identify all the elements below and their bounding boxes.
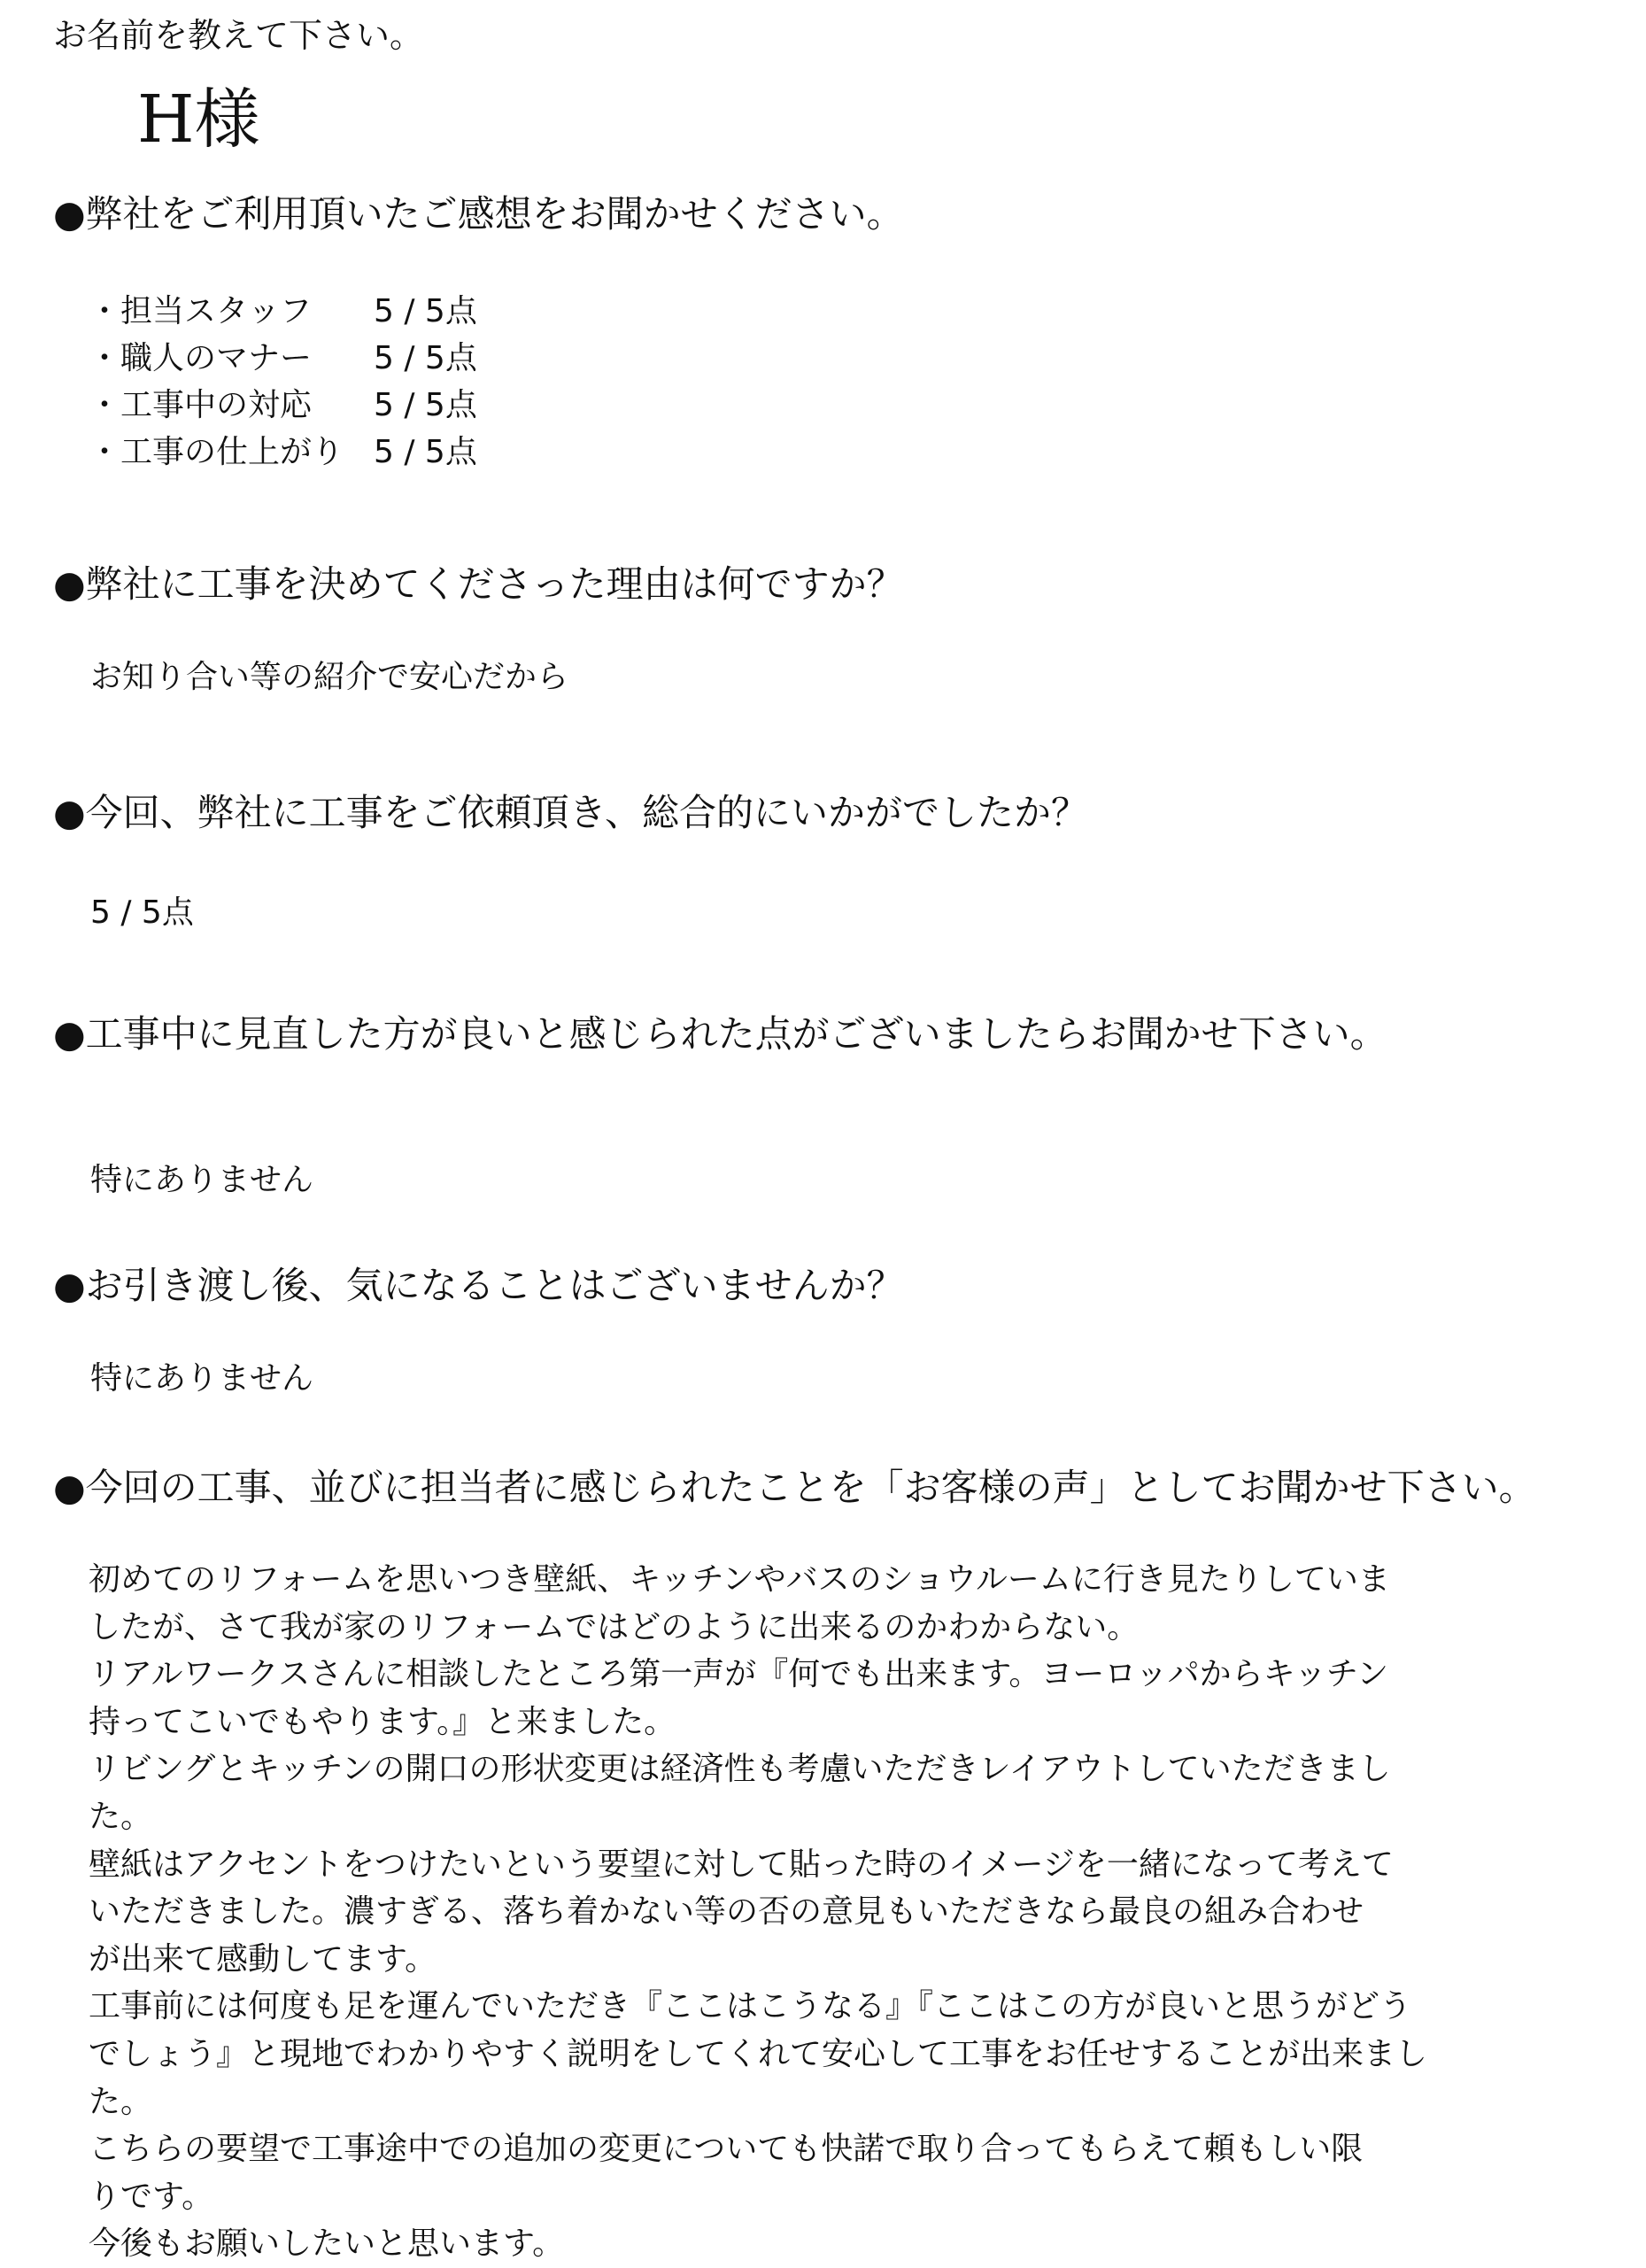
question-customer-voice: ●今回の工事、並びに担当者に感じられたことを「お客様の声」としてお聞かせ下さい。 [53,1466,1536,1509]
rating-row-handling [89,379,477,426]
rating-score: 5 / 5点 [374,434,477,470]
ratings-list [89,285,477,473]
question-reason: ●弊社に工事を決めてくださった理由は何ですか？ [53,562,904,606]
answer-reason: お知り合い等の紹介で安心だから [90,659,569,695]
answer-improvements: 特にありません [90,1162,314,1198]
rating-label: ・職人のマナー [89,340,313,376]
answer-after-handover: 特にありません [90,1360,314,1397]
voice-line: 初めてのリフォームを思いつき壁紙、キッチンやバスのショウルームに行き見たりしていま [89,1561,1390,1598]
voice-line: こちらの要望で工事途中での追加の変更についても快諾で取り合ってもらえて頼もしい限 [89,2131,1364,2168]
question-improvements: ●工事中に見直した方が良いと感じられた点がございましたらお聞かせ下さい。 [53,1012,1387,1056]
voice-line: 工事前には何度も足を運んでいただき『ここはこうなる』『ここはこの方が良いと思うがどう [89,1988,1412,2025]
voice-line: いただきました。濃すぎる、落ち着かない等の否の意見もいただきなら最良の組み合わせ [89,1893,1364,1931]
rating-score: 5 / 5点 [374,340,477,376]
voice-line: た。 [89,2083,153,2120]
rating-row-finish [89,426,477,473]
answer-overall: 5 / 5点 [90,894,194,931]
question-after-handover: ●お引き渡し後、気になることはございませんか？ [53,1264,904,1307]
voice-line: リアルワークスさんに相談したところ第一声が『何でも出来ます。ヨーロッパからキッチン [89,1656,1389,1693]
voice-line: 今後もお願いしたいと思います。 [89,2225,565,2263]
customer-voice-text [89,1556,1428,2268]
name-question: お名前を教えて下さい。 [53,16,424,55]
question-impressions: ●弊社をご利用頂いたご感想をお聞かせください。 [53,192,904,236]
customer-name: H様 [137,81,260,158]
voice-line: りです。 [89,2178,214,2215]
voice-line: 持ってこいでもやります。』と来ました。 [89,1703,676,1740]
rating-score: 5 / 5点 [374,293,477,329]
rating-label: ・工事中の対応 [89,387,313,423]
rating-label: ・担当スタッフ [89,293,313,329]
rating-row-manners [89,332,477,379]
question-overall: ●今回、弊社に工事をご依頼頂き、総合的にいかがでしたか？ [53,791,1088,834]
rating-row-staff [89,285,477,332]
voice-line: したが、さて我が家のリフォームではどのように出来るのかわからない。 [89,1608,1140,1645]
voice-line: た。 [89,1798,153,1835]
voice-line: 壁紙はアクセントをつけたいという要望に対して貼った時のイメージを一緒になって考えて [89,1846,1394,1883]
voice-line: リビングとキッチンの開口の形状変更は経済性も考慮いただきレイアウトしていただきまし [89,1751,1391,1788]
voice-line: が出来て感動してます。 [89,1940,437,1978]
rating-label: ・工事の仕上がり [89,434,344,470]
voice-line: でしょう』と現地でわかりやすく説明をしてくれて安心して工事をお任せすることが出来まし [89,2035,1428,2072]
rating-score: 5 / 5点 [374,387,477,423]
